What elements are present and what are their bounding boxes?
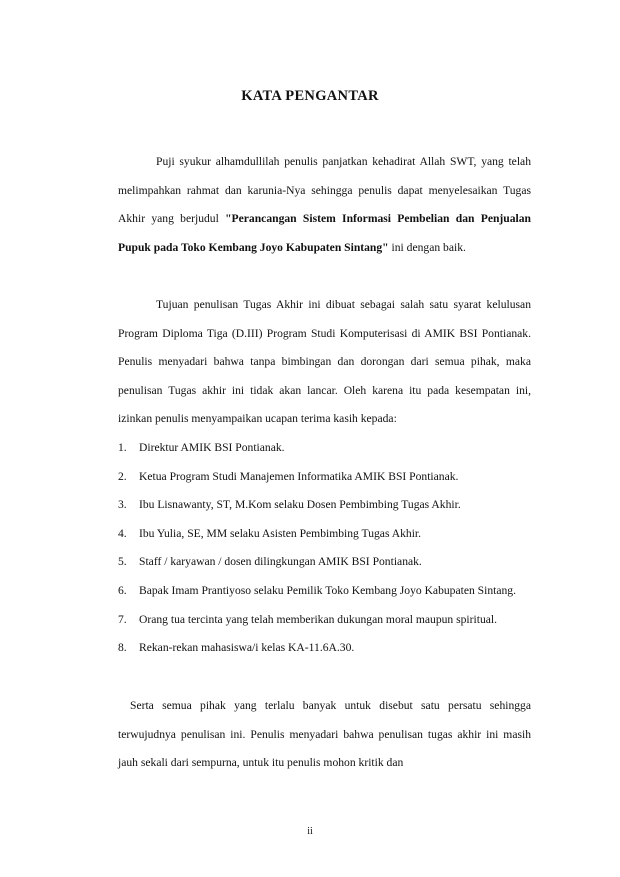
list-item-text: Ibu Lisnawanty, ST, M.Kom selaku Dosen Pembimbing Tugas Akhir.	[139, 498, 461, 512]
paragraph-purpose: Tujuan penulisan Tugas Akhir ini dibuat sebagai salah satu syarat kelulusan Program Diploma Tiga (D.III) Program Studi Komputerisasi di AMIK BSI Pontianak. Penulis menyadari bahwa tanpa bimbingan dan dorongan dari semua pihak, maka penulisan Tugas akhir ini tidak akan lancar. Oleh karena itu pada kesempatan ini, izinkan penulis menyampaikan ucapan terima kasih kepada:	[118, 298, 531, 426]
list-item-number: 4.	[118, 526, 127, 540]
paragraph-intro	[118, 148, 531, 262]
list-item-text: Rekan-rekan mahasiswa/i kelas KA-11.6A.30.	[139, 641, 355, 655]
list-item	[118, 463, 531, 492]
paragraph-intro-end: ini dengan baik.	[388, 240, 466, 254]
paragraph-closing: Serta semua pihak yang terlalu banyak untuk disebut satu persatu sehingga terwujudnya penulisan ini. Penulis menyadari bahwa penulisan tugas akhir ini masih jauh sekali dari sempurna, untuk itu penulis mohon kritik dan	[118, 699, 531, 770]
thesis-title: "Perancangan Sistem Informasi Pembelian dan Penjualan Pupuk pada Toko Kembang Joyo Kabupaten Sintang"	[118, 212, 531, 254]
list-item	[118, 491, 531, 520]
list-item-number: 8.	[118, 641, 127, 655]
page-title: KATA PENGANTAR	[241, 88, 379, 104]
list-item-number: 2.	[118, 469, 127, 483]
list-item	[118, 434, 531, 463]
list-item-number: 7.	[118, 612, 127, 626]
thanks-list	[118, 434, 531, 663]
list-item-text: Direktur AMIK BSI Pontianak.	[139, 441, 285, 454]
list-item-text: Orang tua tercinta yang telah memberikan dukungan moral maupun spiritual.	[139, 612, 498, 626]
list-item	[118, 606, 531, 635]
paragraph-intro-text: Puji syukur alhamdullilah penulis panjatkan kehadirat Allah SWT, yang telah melimpahkan rahmat dan karunia-Nya sehingga penulis dapat menyelesaikan Tugas Akhir yang berjudul	[118, 155, 531, 226]
list-item	[118, 548, 531, 577]
list-item-number: 6.	[118, 583, 127, 597]
list-item	[118, 577, 531, 606]
list-item-text: Ibu Yulia, SE, MM selaku Asisten Pembimbing Tugas Akhir.	[139, 526, 422, 540]
page-number: ii	[307, 826, 313, 837]
list-item	[118, 520, 531, 549]
list-item-number: 5.	[118, 555, 127, 569]
list-item-number: 1.	[118, 441, 127, 454]
list-item-number: 3.	[118, 498, 127, 512]
list-item-text: Ketua Program Studi Manajemen Informatika AMIK BSI Pontianak.	[139, 469, 459, 483]
list-item-text: Bapak Imam Prantiyoso selaku Pemilik Toko Kembang Joyo Kabupaten Sintang.	[139, 583, 517, 597]
list-item	[118, 634, 531, 663]
list-item-text: Staff / karyawan / dosen dilingkungan AMIK BSI Pontianak.	[139, 555, 422, 569]
